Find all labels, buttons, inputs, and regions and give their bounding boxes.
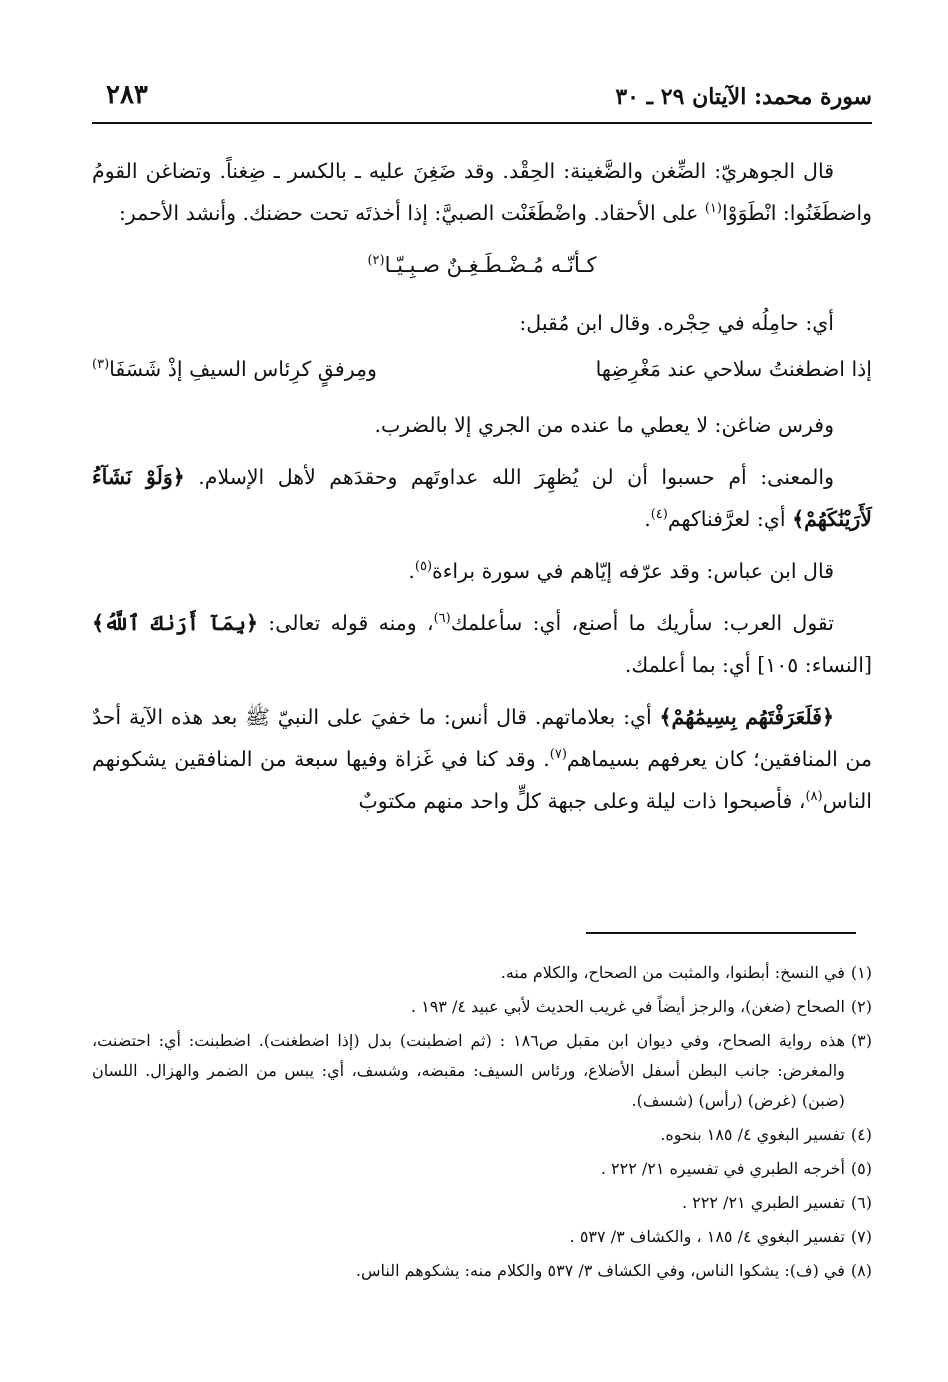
footnote-1 [92, 958, 872, 988]
footnote-number: (٢) [850, 997, 872, 1016]
quran-verse-falaaraftahum: ﴿فَلَعَرَفْتَهُم بِسِيمَٰهُمْ﴾ [659, 705, 834, 729]
footnote-separator [586, 932, 856, 934]
paragraph-meaning: والمعنى: أم حسبوا أن لن يُظهِرَ الله عداوتَهم وحقدَهم لأهل الإسلام. ﴿وَلَوْ نَشَآءُ لَأَرَيْنَٰكَهُمْ﴾ أي: لعرَّفناكهم$^{(٤)}$. [92, 465, 872, 531]
quran-verse-law-nasha: ﴿وَلَوْ نَشَآءُ لَأَرَيْنَٰكَهُمْ﴾ [92, 465, 872, 531]
footnote-ref-3: (٣) [92, 357, 110, 373]
footnote-text: تفسير البغوي ٤/ ١٨٥ بنحوه. [660, 1125, 845, 1144]
poem-second-hemistich: ومِرفقٍ كرِئاس السيفِ إذْ شَسَفَا$^{(٣)}$ [92, 357, 377, 381]
main-text [92, 150, 872, 832]
footnote-text: الصحاح (ضغن)، والرجز أيضاً في غريب الحديث لأبي عبيد ٤/ ١٩٣ . [410, 997, 845, 1016]
poem-first-hemistich: إذا اضطغنتُ سلاحي عند مَغْرِضِها [595, 357, 872, 381]
footnote-number: (٧) [850, 1227, 872, 1246]
footnote-text: أخرجه الطبري في تفسيره ٢١/ ٢٢٢ . [600, 1159, 845, 1178]
footnote-2 [92, 992, 872, 1022]
footnote-ref-1: (١) [704, 201, 722, 217]
footnote-ref-5: (٥) [414, 559, 433, 575]
footnote-number: (١) [850, 963, 872, 982]
footnote-4 [92, 1120, 872, 1150]
poem-ibn-muqbil [92, 348, 872, 390]
page-number: ٢٨٣ [106, 80, 148, 110]
footnote-number: (٨) [850, 1261, 872, 1280]
footnote-3 [92, 1026, 872, 1116]
footnote-5 [92, 1154, 872, 1184]
paragraph-anas: ﴿فَلَعَرَفْتَهُم بِسِيمَٰهُمْ﴾ أي: بعلاماتهم. قال أنس: ما خفيَ على النبيّ ﷺ بعد هذه الآية أحدٌ من المنافقين؛ كان يعرفهم بسيماهم$^{(٧)}$. وقد كنا في غَزاة وفيها سبعة من المنافقين يشكونهم الناس$^{(٨)}$، فأصبحوا ذات ليلة وعلى جبهة كلٍّ واحد منهم مكتوبٌ [92, 705, 873, 813]
footnote-ref-7: (٧) [549, 747, 567, 763]
footnote-text: تفسير الطبري ٢١/ ٢٢٢ . [682, 1193, 845, 1212]
paragraph-arabs-say: تقول العرب: سأريك ما أصنع، أي: سأعلمك$^{(٦)}$، ومنه قوله تعالى: ﴿بِمَآ أَرَىٰكَ ٱللَّهُ﴾ [النساء: ١٠٥] أي: بما أعلمك. [92, 611, 872, 677]
footnote-text: هذه رواية الصحاح، وفي ديوان ابن مقبل ص١٨٦ : (ثم اضطبنت) بدل (إذا اضطغنت). اضطبنت: أي: احتضنت، والمغرض: جانب البطن أسفل الأضلاع، ورئاس السيف: مقبضه، وشسف، أي: يبس من الضمر والهزال. اللسان (ضبن) (غرض) (رأس) (شسف). [92, 1031, 845, 1110]
footnote-text: تفسير البغوي ٤/ ١٨٥ ، والكشاف ٣/ ٥٣٧ . [569, 1227, 845, 1246]
footnote-8 [92, 1256, 872, 1286]
quran-verse-bima-arak: ﴿بِمَآ أَرَىٰكَ ٱللَّهُ﴾ [92, 611, 258, 635]
footnotes [92, 958, 872, 1290]
page-header [92, 78, 872, 124]
paragraph-faras-daghin: وفرس ضاغن: لا يعطي ما عنده من الجري إلا بالضرب. [374, 413, 834, 437]
running-title: سورة محمد: الآيتان ٢٩ ـ ٣٠ [615, 84, 872, 110]
footnote-number: (٤) [850, 1125, 872, 1144]
footnote-ref-8: (٨) [805, 789, 823, 805]
paragraph-jawhari: قال الجوهريّ: الضِّغن والضَّغينة: الحِقْد. وقد ضَغِنَ عليه ـ بالكسر ـ ضِغناً. وتضاغن القومُ واضطَغَنُوا: انْطَوَوْا$^{(١)}$ على الأحقاد. واضْطَغَنْت الصبيَّ: إذا أخذتَه تحت حضنك. وأنشد الأحمر: [92, 159, 872, 225]
footnote-7 [92, 1222, 872, 1252]
footnote-number: (٥) [850, 1159, 872, 1178]
footnote-ref-4: (٤) [650, 507, 668, 523]
footnote-number: (٦) [850, 1193, 872, 1212]
footnote-ref-2: (٢) [367, 253, 385, 268]
verse-ahmar: كـأنّـه مُـضْـطَـغِـنٌ صـبِـيّـا$^{(٢)}$ [367, 253, 597, 277]
footnote-6 [92, 1188, 872, 1218]
footnote-text: في النسخ: أبطنوا، والمثبت من الصحاح، والكلام منه. [500, 963, 845, 982]
paragraph-ibn-abbas: قال ابن عباس: وقد عرّفه إيّاهم في سورة براءة$^{(٥)}$. [408, 559, 834, 583]
footnote-text: في (ف): يشكوا الناس، وفي الكشاف ٣/ ٥٣٧ والكلام منه: يشكوهم الناس. [355, 1261, 845, 1280]
footnote-number: (٣) [850, 1031, 872, 1050]
paragraph-hamiluh: أي: حامِلُه في حِجْره. وقال ابن مُقبل: [519, 311, 834, 335]
footnote-ref-6: (٦) [433, 611, 451, 627]
